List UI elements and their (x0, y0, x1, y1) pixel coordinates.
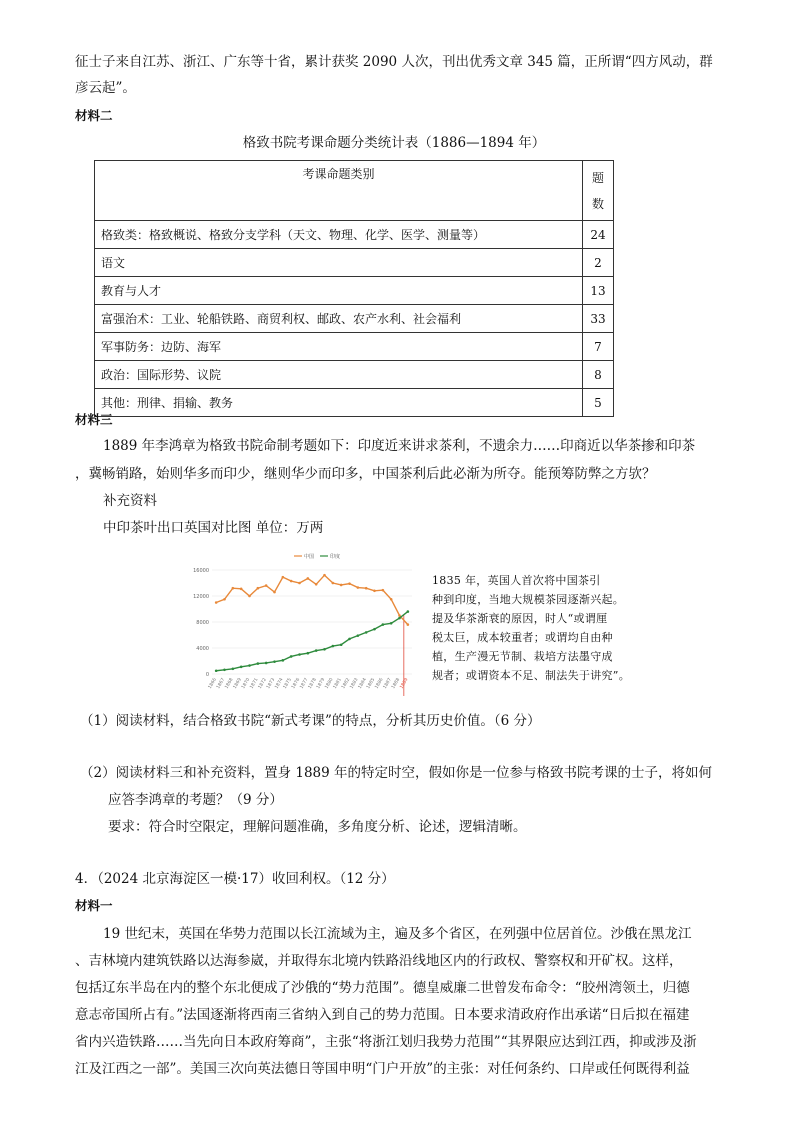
y-tick-label: 4000 (196, 646, 209, 652)
problem-4-material-label: 材料一 (75, 898, 113, 913)
question-2-line-2: 应答李鸿章的考题？（9 分） (108, 792, 283, 808)
x-tick-label: 1874 (274, 677, 285, 690)
x-tick-label: 1873 (266, 677, 277, 690)
data-point (315, 649, 318, 652)
data-point (398, 614, 401, 617)
row-category: 富强治术：工业、轮船铁路、商贸利权、邮政、农产水利、社会福利 (95, 305, 583, 333)
chart-plot-area (193, 553, 412, 696)
data-point (298, 653, 301, 656)
data-point (332, 582, 335, 585)
data-point (382, 589, 385, 592)
problem-4-line-4: 意志帝国所占有。”法国逐渐将西南三省纳入到自己的势力范围。日本要求清政府作出承诺“日后拟在福建 (75, 1007, 690, 1023)
x-tick-label: 1882 (341, 677, 352, 690)
row-category: 政治：国际形势、议院 (95, 361, 583, 389)
data-point (398, 617, 401, 620)
row-count: 33 (583, 305, 614, 333)
problem-4-line-5: 省内兴造铁路……当先向日本政府筹商”，主张“将浙江划归我势力范围”“其界限应达到江西，抑或涉及浙 (75, 1034, 697, 1050)
data-point (357, 586, 360, 589)
data-point (407, 610, 410, 613)
x-tick-label: 1877 (299, 677, 310, 690)
data-point (290, 655, 293, 658)
x-tick-label: 1866 (207, 677, 218, 690)
data-point (365, 631, 368, 634)
data-point (298, 582, 301, 585)
stats-table (94, 160, 614, 417)
x-tick-label: 1886 (374, 677, 385, 690)
data-point (240, 588, 243, 591)
data-point (407, 623, 410, 626)
table-row (95, 249, 614, 277)
data-point (232, 587, 235, 590)
data-point (340, 643, 343, 646)
y-tick-label: 8000 (196, 620, 209, 626)
chart-note-line: 植，生产漫无节制、栽培方法墨守成 (432, 650, 613, 663)
data-point (232, 668, 235, 671)
row-count: 2 (583, 249, 614, 277)
data-point (323, 574, 326, 577)
x-tick-label: 1867 (216, 677, 227, 690)
table-row (95, 361, 614, 389)
data-point (307, 652, 310, 655)
table-row (95, 389, 614, 417)
question-2-requirement: 要求：符合时空限定，理解问题准确，多角度分析、论述，逻辑清晰。 (108, 819, 527, 835)
data-point (248, 595, 251, 598)
x-tick-label: 1875 (282, 677, 293, 690)
data-point (390, 622, 393, 625)
data-point (390, 598, 393, 601)
chart-note-line: 提及华茶渐衰的原因，时人“或谓厘 (432, 612, 608, 625)
material-3-line-1: 1889 年李鸿章为格致书院命制考题如下：印度近来讲求茶利，不遗余力……印商近以华茶掺和印茶 (103, 438, 696, 454)
data-point (315, 583, 318, 586)
legend-label: 印度 (330, 554, 341, 560)
data-point (373, 628, 376, 631)
material-2-label: 材料二 (75, 108, 113, 123)
x-tick-label: 1868 (224, 677, 235, 690)
row-category: 语文 (95, 249, 583, 277)
data-point (357, 634, 360, 637)
problem-4-line-6: 江及江西之一部”。美国三次向英法德日等国申明“门户开放”的主张：对任何条约、口岸或任何既得利益 (75, 1061, 690, 1077)
row-category: 军事防务：边防、海军 (95, 333, 583, 361)
data-point (340, 584, 343, 587)
row-category: 其他：刑律、捐输、教务 (95, 389, 583, 417)
x-tick-label: 1888 (391, 677, 402, 690)
data-point (273, 660, 276, 663)
header-count-char-1: 题 (591, 171, 604, 185)
x-tick-label: 1883 (349, 677, 360, 690)
y-tick-label: 0 (205, 672, 209, 678)
chart-note-line: 规者；或谓资本不足、制法失于讲究”。 (432, 669, 631, 682)
data-point (257, 587, 260, 590)
chart-note-line: 税太巨，成本较重者；或谓均自由种 (432, 631, 613, 644)
data-point (215, 601, 218, 604)
data-point (348, 582, 351, 585)
x-tick-label: 1876 (291, 677, 302, 690)
y-tick-label: 16000 (193, 568, 209, 574)
question-2-line-1: （2）阅读材料三和补充资料，置身 1889 年的特定时空，假如你是一位参与格致书院考课的士子，将如何 (80, 765, 713, 781)
intro-line-1: 征士子来自江苏、浙江、广东等十省，累计获奖 2090 人次，刊出优秀文章 345 篇，正所谓“四方风动，群 (75, 54, 713, 70)
header-count-char-2: 数 (591, 197, 604, 211)
data-point (248, 664, 251, 667)
data-point (265, 584, 268, 587)
x-tick-label: 1887 (382, 677, 393, 690)
data-point (290, 580, 293, 583)
data-point (257, 662, 260, 665)
row-count: 8 (583, 361, 614, 389)
problem-4-title: 4．（2024 北京海淀区一模·17）收回利权。（12 分） (75, 871, 395, 887)
x-tick-label: 1880 (324, 677, 335, 690)
y-tick-label: 12000 (193, 594, 209, 600)
x-tick-label: 1884 (357, 677, 368, 690)
data-point (240, 666, 243, 669)
data-point (282, 576, 285, 579)
chart-heading: 中印茶叶出口英国对比图 单位：万两 (103, 520, 324, 536)
data-point (307, 577, 310, 580)
row-count: 13 (583, 277, 614, 305)
data-point (282, 659, 285, 662)
x-tick-label: 1881 (332, 677, 343, 690)
series-line (216, 575, 408, 624)
table-header-row (95, 161, 614, 221)
x-tick-label: 1871 (249, 677, 260, 690)
table-row (95, 305, 614, 333)
question-1: （1）阅读材料，结合格致书院“新式考课”的特点，分析其历史价值。（6 分） (80, 713, 541, 729)
problem-4-line-1: 19 世纪末，英国在华势力范围以长江流域为主，遍及多个省区，在列强中位居首位。沙俄在黑龙江 (103, 926, 692, 942)
chart-note (432, 571, 632, 685)
header-count (583, 161, 614, 221)
supplement-label: 补充资料 (103, 493, 157, 509)
data-point (265, 662, 268, 665)
series-line (216, 612, 408, 671)
x-tick-label: 1878 (307, 677, 318, 690)
data-point (373, 590, 376, 593)
data-point (382, 623, 385, 626)
data-point (215, 669, 218, 672)
row-count: 24 (583, 221, 614, 249)
data-point (365, 587, 368, 590)
row-category: 教育与人才 (95, 277, 583, 305)
intro-line-2: 彦云起”。 (75, 80, 136, 96)
row-count: 7 (583, 333, 614, 361)
x-tick-label: 1889 (399, 677, 410, 690)
material-3-line-2: ，冀畅销路，始则华多而印少，继则华少而印多，中国茶利后此必渐为所夺。能预筹防弊之方欤？ (75, 466, 656, 482)
data-point (348, 638, 351, 641)
chart-note-line: 种到印度，当地大规模茶园逐渐兴起。 (432, 593, 625, 606)
x-tick-label: 1885 (366, 677, 377, 690)
x-tick-label: 1879 (316, 677, 327, 690)
row-category: 格致类：格致概说、格致分支学科（天文、物理、化学、医学、测量等） (95, 221, 583, 249)
legend-label: 中国 (304, 554, 315, 560)
data-point (323, 648, 326, 651)
tea-export-chart (186, 548, 426, 698)
row-count: 5 (583, 389, 614, 417)
material-3-label: 材料三 (75, 412, 113, 427)
data-point (223, 668, 226, 671)
x-tick-label: 1872 (257, 677, 268, 690)
problem-4-line-2: 、吉林境内建筑铁路以达海参崴，并取得东北境内铁路沿线地区内的行政权、警察权和开矿权。这样， (75, 953, 683, 969)
x-tick-label: 1870 (241, 677, 252, 690)
data-point (273, 591, 276, 594)
x-tick-label: 1869 (232, 677, 243, 690)
header-category: 考课命题类别 (95, 161, 583, 221)
chart-note-line: 1835 年，英国人首次将中国茶引 (432, 574, 601, 587)
table-row (95, 333, 614, 361)
table-row (95, 277, 614, 305)
table-title: 格致书院考课命题分类统计表（1886—1894 年） (242, 135, 546, 151)
problem-4-line-3: 包括辽东半岛在内的整个东北便成了沙俄的“势力范围”。德皇威廉二世曾发布命令：“胶州湾领土，归德 (75, 980, 690, 996)
table-row (95, 221, 614, 249)
data-point (223, 598, 226, 601)
data-point (332, 645, 335, 648)
